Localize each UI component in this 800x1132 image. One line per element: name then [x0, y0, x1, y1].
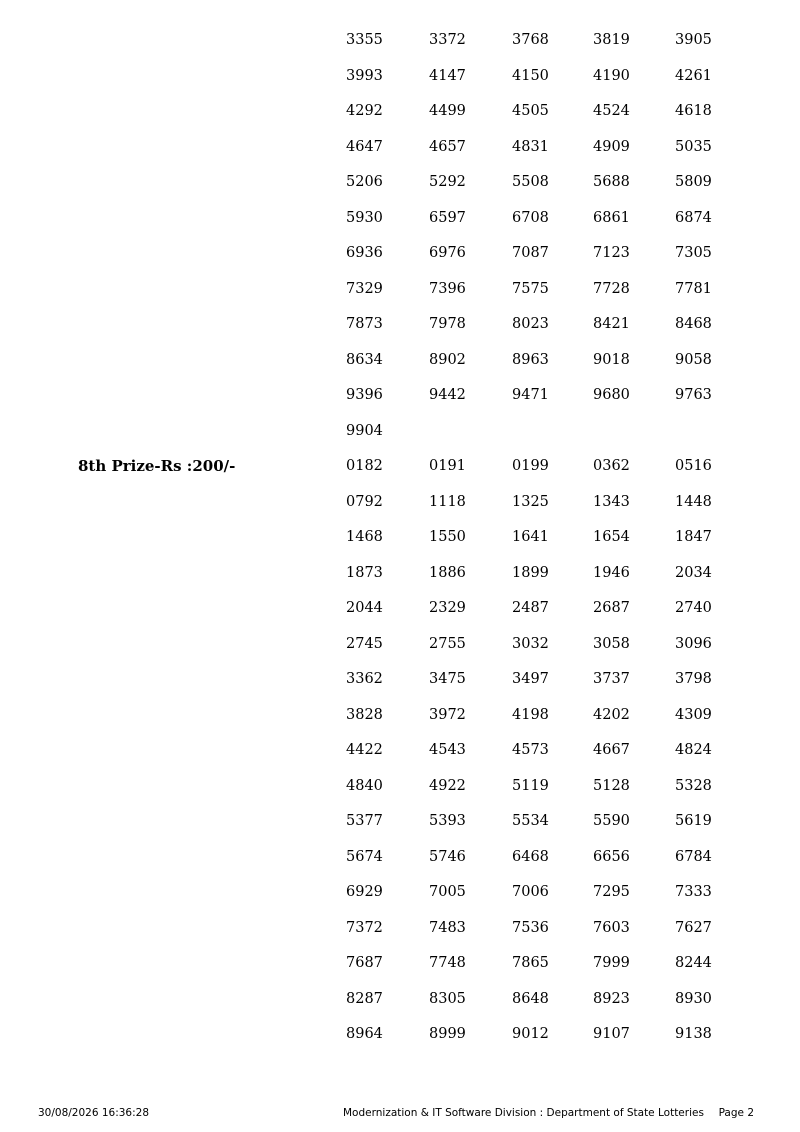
number-row: [0, 378, 800, 414]
number-row: [0, 130, 800, 166]
number-row: [0, 94, 800, 130]
ticket-number: 8964: [346, 1026, 383, 1042]
ticket-number: 9442: [429, 387, 466, 403]
footer-page-number: Page 2: [718, 1107, 754, 1119]
ticket-number: 5119: [512, 777, 549, 794]
ticket-number: 3362: [346, 671, 383, 687]
ticket-number: 6929: [346, 884, 383, 900]
number-row: [0, 662, 800, 698]
number-row: [0, 449, 800, 485]
ticket-number: 3819: [593, 32, 630, 48]
number-row: [0, 165, 800, 201]
ticket-number: 3798: [675, 671, 712, 687]
ticket-number: 5292: [429, 174, 466, 190]
ticket-number: 4543: [429, 742, 466, 758]
ticket-number: 4147: [429, 67, 466, 84]
ticket-number: 2745: [346, 635, 383, 652]
page-footer: [0, 1105, 800, 1121]
ticket-number: 3737: [593, 671, 630, 687]
ticket-number: 3993: [346, 67, 383, 84]
number-row: [0, 733, 800, 769]
ticket-number: 9763: [675, 387, 712, 403]
ticket-number: 1550: [429, 529, 466, 545]
ticket-number: 1946: [593, 564, 630, 581]
ticket-number: 7396: [429, 280, 466, 297]
ticket-number: 3475: [429, 671, 466, 687]
ticket-number: 1873: [346, 564, 383, 581]
ticket-number: 8648: [512, 990, 549, 1007]
ticket-number: 7005: [429, 884, 466, 900]
ticket-number: 0199: [512, 458, 549, 474]
ticket-number: 4202: [593, 706, 630, 723]
ticket-number: 3372: [429, 32, 466, 48]
number-row: [0, 946, 800, 982]
ticket-number: 4840: [346, 777, 383, 794]
ticket-number: 8023: [512, 316, 549, 332]
ticket-number: 7087: [512, 245, 549, 261]
ticket-number: 3768: [512, 32, 549, 48]
ticket-number: 7333: [675, 884, 712, 900]
ticket-number: 3032: [512, 635, 549, 652]
ticket-number: 5393: [429, 813, 466, 829]
number-row: [0, 485, 800, 521]
ticket-number: 5930: [346, 209, 383, 226]
ticket-number: 7865: [512, 955, 549, 971]
ticket-number: 6468: [512, 848, 549, 865]
ticket-number: 7728: [593, 280, 630, 297]
ticket-number: 6861: [593, 209, 630, 226]
ticket-number: 1654: [593, 529, 630, 545]
ticket-number: 8305: [429, 990, 466, 1007]
ticket-number: 8923: [593, 990, 630, 1007]
ticket-number: 3828: [346, 706, 383, 723]
ticket-number: 0792: [346, 493, 383, 510]
number-row: [0, 982, 800, 1018]
ticket-number: 7999: [593, 955, 630, 971]
ticket-number: 8634: [346, 351, 383, 368]
ticket-number: 7873: [346, 316, 383, 332]
ticket-number: 4647: [346, 138, 383, 155]
ticket-number: 1118: [429, 493, 466, 510]
number-row: [0, 343, 800, 379]
number-row: [0, 627, 800, 663]
number-row: [0, 520, 800, 556]
ticket-number: 4922: [429, 777, 466, 794]
number-row: [0, 769, 800, 805]
ticket-number: 2755: [429, 635, 466, 652]
ticket-number: 2487: [512, 600, 549, 616]
ticket-number: 5206: [346, 174, 383, 190]
ticket-number: 9471: [512, 387, 549, 403]
ticket-number: 5619: [675, 813, 712, 829]
prize-label: 8th Prize-Rs :200/-: [78, 457, 236, 475]
ticket-number: 5809: [675, 174, 712, 190]
ticket-number: 5328: [675, 777, 712, 794]
ticket-number: 9680: [593, 387, 630, 403]
ticket-number: 5674: [346, 848, 383, 865]
ticket-number: 6874: [675, 209, 712, 226]
ticket-number: 9396: [346, 387, 383, 403]
ticket-number: 8244: [675, 955, 712, 971]
ticket-number: 8963: [512, 351, 549, 368]
ticket-number: 9138: [675, 1026, 712, 1042]
ticket-number: 1641: [512, 529, 549, 545]
ticket-number: 7295: [593, 884, 630, 900]
ticket-number: 9012: [512, 1026, 549, 1042]
ticket-number: 7006: [512, 884, 549, 900]
ticket-number: 4667: [593, 742, 630, 758]
ticket-number: 8287: [346, 990, 383, 1007]
ticket-number: 4618: [675, 103, 712, 119]
ticket-number: 7627: [675, 919, 712, 936]
ticket-number: 3905: [675, 32, 712, 48]
ticket-number: 4150: [512, 67, 549, 84]
number-row: [0, 59, 800, 95]
ticket-number: 4422: [346, 742, 383, 758]
ticket-number: 5688: [593, 174, 630, 190]
number-row: [0, 698, 800, 734]
ticket-number: 2687: [593, 600, 630, 616]
ticket-number: 6976: [429, 245, 466, 261]
ticket-number: 9904: [346, 422, 383, 439]
ticket-number: 7329: [346, 280, 383, 297]
ticket-number: 7748: [429, 955, 466, 971]
number-row: [0, 591, 800, 627]
ticket-number: 1886: [429, 564, 466, 581]
ticket-number: 4198: [512, 706, 549, 723]
ticket-number: 6708: [512, 209, 549, 226]
ticket-number: 7603: [593, 919, 630, 936]
ticket-number: 1343: [593, 493, 630, 510]
ticket-number: 6597: [429, 209, 466, 226]
ticket-number: 7483: [429, 919, 466, 936]
ticket-number: 3058: [593, 635, 630, 652]
ticket-number: 5035: [675, 138, 712, 155]
ticket-number: 4499: [429, 103, 466, 119]
ticket-number: 4657: [429, 138, 466, 155]
ticket-number: 9058: [675, 351, 712, 368]
ticket-number: 5534: [512, 813, 549, 829]
number-row: [0, 23, 800, 59]
number-row: [0, 236, 800, 272]
ticket-number: 5590: [593, 813, 630, 829]
ticket-number: 4831: [512, 138, 549, 155]
number-row: [0, 1017, 800, 1053]
footer-timestamp: 30/08/2026 16:36:28: [38, 1107, 150, 1119]
footer-division: Modernization & IT Software Division : Department of State Lotteries: [343, 1107, 704, 1119]
number-row: [0, 201, 800, 237]
number-row: [0, 840, 800, 876]
ticket-number: 6936: [346, 245, 383, 261]
ticket-number: 8930: [675, 990, 712, 1007]
ticket-number: 7123: [593, 245, 630, 261]
ticket-number: 4909: [593, 138, 630, 155]
ticket-number: 4261: [675, 67, 712, 84]
ticket-number: 4824: [675, 742, 712, 758]
ticket-number: 5746: [429, 848, 466, 865]
ticket-number: 8468: [675, 316, 712, 332]
ticket-number: 8902: [429, 351, 466, 368]
ticket-number: 7687: [346, 955, 383, 971]
ticket-number: 7305: [675, 245, 712, 261]
ticket-number: 5508: [512, 174, 549, 190]
ticket-number: 3355: [346, 32, 383, 48]
ticket-number: 9107: [593, 1026, 630, 1042]
ticket-number: 3497: [512, 671, 549, 687]
ticket-number: 7575: [512, 280, 549, 297]
ticket-number: 4309: [675, 706, 712, 723]
ticket-number: 2740: [675, 600, 712, 616]
ticket-number: 6784: [675, 848, 712, 865]
ticket-number: 3096: [675, 635, 712, 652]
ticket-number: 4573: [512, 742, 549, 758]
number-row: [0, 414, 800, 450]
number-row: [0, 307, 800, 343]
number-row: [0, 556, 800, 592]
ticket-number: 4190: [593, 67, 630, 84]
ticket-number: 4292: [346, 103, 383, 119]
ticket-number: 4524: [593, 103, 630, 119]
number-row: [0, 272, 800, 308]
ticket-number: 1448: [675, 493, 712, 510]
number-row: [0, 804, 800, 840]
ticket-number: 5377: [346, 813, 383, 829]
ticket-number: 6656: [593, 848, 630, 865]
ticket-number: 4505: [512, 103, 549, 119]
ticket-number: 9018: [593, 351, 630, 368]
ticket-number: 0362: [593, 458, 630, 474]
ticket-number: 5128: [593, 777, 630, 794]
ticket-number: 1468: [346, 529, 383, 545]
ticket-number: 8421: [593, 316, 630, 332]
ticket-number: 1899: [512, 564, 549, 581]
ticket-number: 0516: [675, 458, 712, 474]
ticket-number: 2044: [346, 600, 383, 616]
ticket-number: 3972: [429, 706, 466, 723]
ticket-number: 7781: [675, 280, 712, 297]
ticket-number: 2329: [429, 600, 466, 616]
ticket-number: 7978: [429, 316, 466, 332]
ticket-number: 8999: [429, 1026, 466, 1042]
ticket-number: 2034: [675, 564, 712, 581]
number-row: [0, 875, 800, 911]
ticket-number: 0182: [346, 458, 383, 474]
ticket-number: 0191: [429, 458, 466, 474]
ticket-number: 7372: [346, 919, 383, 936]
ticket-number: 1325: [512, 493, 549, 510]
number-row: [0, 911, 800, 947]
ticket-number: 1847: [675, 529, 712, 545]
ticket-number: 7536: [512, 919, 549, 936]
prize-number-grid: [0, 23, 800, 1053]
